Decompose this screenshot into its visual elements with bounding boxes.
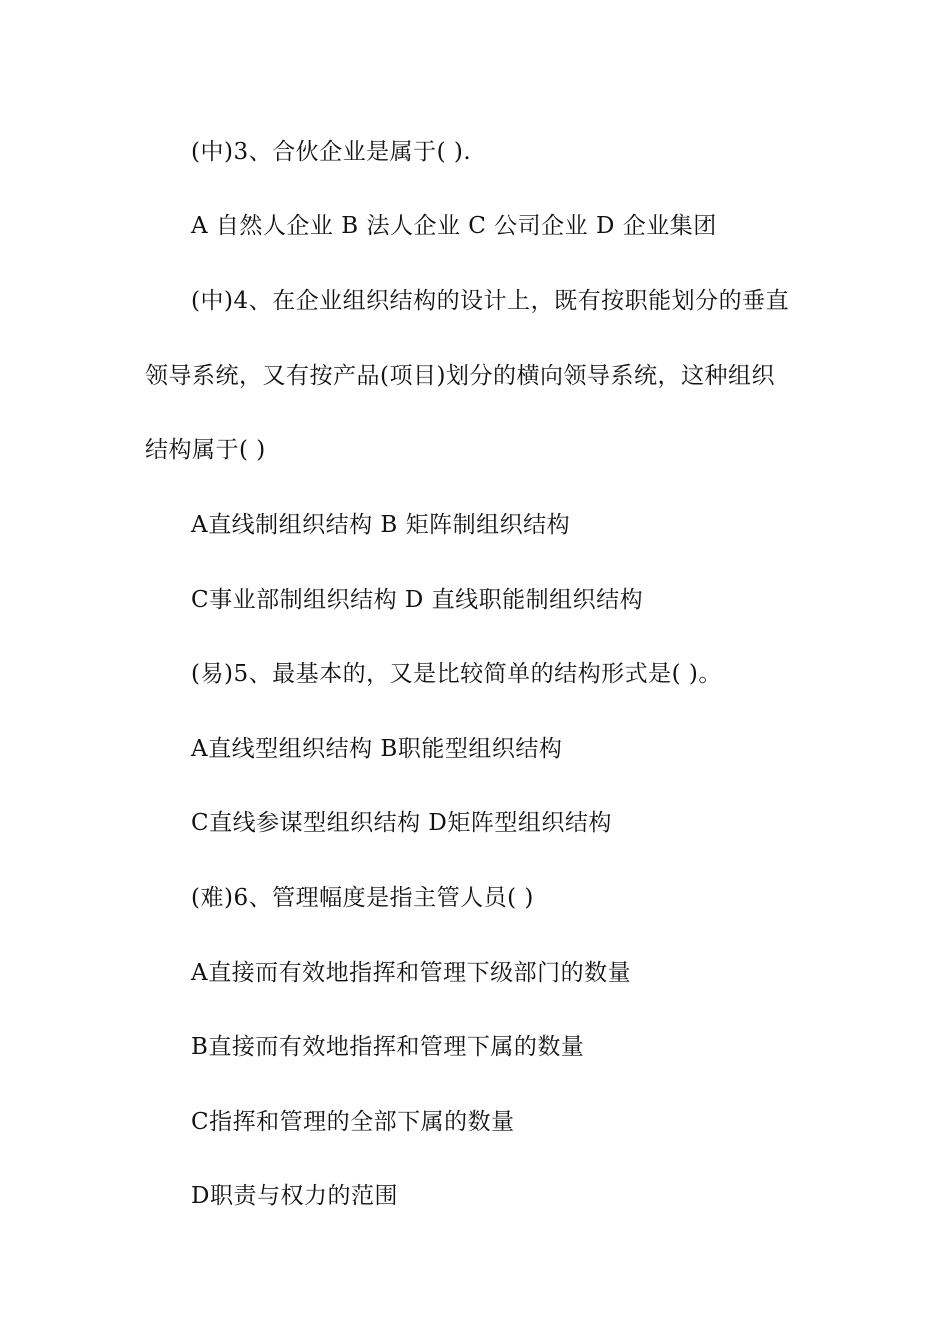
- question-6-option-a: A直接而有效地指挥和管理下级部门的数量: [191, 960, 632, 986]
- question-3-stem: (中)3、合伙企业是属于( ).: [191, 139, 472, 165]
- question-6-option-c: C指挥和管理的全部下属的数量: [191, 1109, 515, 1135]
- question-5-options-cd: C直线参谋型组织结构 D矩阵型组织结构: [191, 810, 612, 836]
- question-5-stem: (易)5、最基本的，又是比较简单的结构形式是( )。: [191, 661, 722, 687]
- question-5-options-ab: A直线型组织结构 B职能型组织结构: [191, 736, 563, 762]
- question-6-option-d: D职责与权力的范围: [191, 1183, 398, 1209]
- question-4-stem-line-1: (中)4、在企业组织结构的设计上，既有按职能划分的垂直: [191, 288, 790, 314]
- question-6-stem: (难)6、管理幅度是指主管人员( ): [191, 885, 534, 911]
- question-4-stem-line-3: 结构属于( ): [145, 437, 266, 463]
- question-4-options-ab: A直线制组织结构 B 矩阵制组织结构: [191, 512, 571, 538]
- question-6-option-b: B直接而有效地指挥和管理下属的数量: [191, 1034, 585, 1060]
- question-4-stem-line-2: 领导系统，又有按产品(项目)划分的横向领导系统，这种组织: [145, 363, 775, 389]
- question-4-options-cd: C事业部制组织结构 D 直线职能制组织结构: [191, 587, 644, 613]
- question-3-options: A 自然人企业 B 法人企业 C 公司企业 D 企业集团: [191, 213, 717, 239]
